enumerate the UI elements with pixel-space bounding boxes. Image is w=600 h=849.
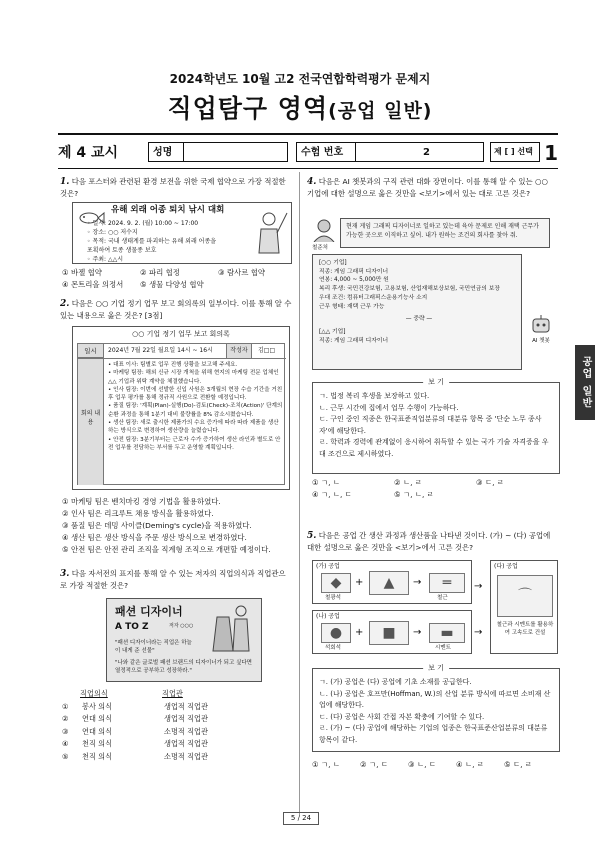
q1-poster-line: ◦ 목적: 국내 생태계를 파괴하는 유해 외래 어종을 <box>87 238 217 245</box>
q4-number: 4. <box>307 177 317 187</box>
selection-box[interactable] <box>490 142 540 162</box>
furnace-icon: ▲ <box>369 571 409 595</box>
q5-item-iron-ore: 철광석 <box>325 595 341 601</box>
q5-box-item: ㄷ. (다) 공업은 사회 간접 자본 확충에 기여할 수 있다. <box>319 712 485 721</box>
side-tab: 공업 일반 <box>575 345 595 420</box>
q5-na-panel <box>312 610 472 654</box>
q4-box-item: ㄴ. 근무 시간에 집에서 업무 수행이 가능하다. <box>319 403 459 412</box>
q1-option-4[interactable]: ④ 몬트리올 의정서 <box>62 280 124 289</box>
kiln-icon: ■ <box>369 621 409 645</box>
q5-option-5[interactable]: ⑤ ㄷ, ㄹ <box>504 760 532 769</box>
q5-ga-panel <box>312 560 472 604</box>
q3-header-row <box>62 688 292 701</box>
question-1 <box>60 176 292 200</box>
question-3 <box>60 568 292 592</box>
q4-box-item: ㄹ. 학력과 경력에 관계없이 응시하여 취득할 수 있는 국가 기술 자격증을 우대 조건으로 제시하였다. <box>319 438 549 458</box>
q3-option-col2: 생업적 직업관 <box>164 714 208 723</box>
job-seeker-avatar-icon <box>312 218 336 242</box>
q2-text: 다음은 ○○ 기업 정기 업무 보고 회의록의 일부이다. 이를 통해 알 수 있는 내용으로 옳은 것은? [3점] <box>60 299 292 320</box>
limestone-icon: ● <box>321 623 351 643</box>
q2-option-4[interactable]: ④ 생산 팀은 생산 방식을 주문 생산 방식으로 변경하였다. <box>62 533 247 542</box>
q5-option-2[interactable]: ② ㄱ, ㄷ <box>360 760 388 769</box>
q4-company1-line: 연봉: 4,000 ~ 5,000만 원 <box>319 277 389 284</box>
selection-label: 제 [ ] 선택 <box>494 147 533 156</box>
q4-option-1[interactable]: ① ㄱ, ㄴ <box>312 478 340 487</box>
fish-icon <box>77 207 105 229</box>
q3-option-1[interactable] <box>62 701 292 714</box>
page-number: 1 <box>544 141 558 165</box>
exam-number-divider <box>355 143 356 161</box>
column-divider <box>299 172 300 815</box>
q2-writer-label: 작성자 <box>226 344 252 358</box>
question-2 <box>60 298 292 322</box>
q2-bullet: • 생산 팀장: 새로 출시한 제품가의 수요 증가에 따라 따라 제품을 생산하는 방식으로 변경하여 생산량을 늘렸습니다. <box>108 420 279 435</box>
subject-main: 직업탐구 영역 <box>167 94 329 123</box>
arrow-icon: → <box>413 577 422 588</box>
q5-da-label: (다) 공업 <box>494 563 518 570</box>
q2-date-value: 2024년 7월 22일 월요일 14시 ~ 16시 <box>108 347 213 354</box>
q3-option-col2: 소명적 직업관 <box>164 751 208 761</box>
exam-number-digit: 2 <box>423 147 430 158</box>
q3-option-col1: 봉사 의식 <box>82 701 113 711</box>
q4-box-items <box>319 391 555 460</box>
q5-text: 다음은 공업 간 생산 과정과 생산품을 나타낸 것이다. (가) ~ (다) 공업에 대한 설명으로 옳은 것만을 <보기>에서 고른 것은? <box>307 531 551 552</box>
steel-bar-icon: ═ <box>429 573 465 593</box>
q4-option-2[interactable]: ② ㄴ, ㄹ <box>394 478 422 487</box>
q3-option-col2: 소명적 직업관 <box>164 726 208 736</box>
job-seeker-bubble: 현재 게임 그래픽 디자이너로 일하고 있는데 육아 문제로 인해 재택 근무가 가능한 곳으로 이직하고 싶어. 내가 원하는 조건의 회사를 찾아 줘. <box>340 218 550 248</box>
q1-text: 다음 포스터와 관련된 환경 보전을 위한 국제 협약으로 가장 적절한 것은? <box>60 177 286 198</box>
q2-doc-title: ○○ 기업 정기 업무 보고 회의록 <box>132 330 230 338</box>
q2-content-label: 회의 내용 <box>78 359 104 485</box>
footer-total: 24 <box>302 814 312 822</box>
q5-na-label: (나) 공업 <box>316 613 340 620</box>
q1-poster-line: ◦ 장소: ○○ 저수지 <box>87 229 138 236</box>
exam-number-label: 수험 번호 <box>301 147 344 158</box>
header-rule <box>58 133 558 135</box>
q4-option-3[interactable]: ③ ㄷ, ㄹ <box>476 478 504 487</box>
q5-option-4[interactable]: ④ ㄴ, ㄹ <box>456 760 484 769</box>
q3-option-mark: ① <box>62 701 69 711</box>
q2-bullet: • 대표 이사: 팀별로 업무 진행 상황을 보고해 주세요. <box>108 362 238 368</box>
q3-book-author: 저자 ○○○ <box>169 623 194 629</box>
angler-icon <box>249 209 289 261</box>
bridge-construction-icon: ⌒ <box>497 575 553 617</box>
q4-company1-line: 복리 후생: 국민건강보험, 고용보험, 산업재해보상보험, 국민연금의 보장 <box>319 286 500 293</box>
q5-item-limestone: 석회석 <box>325 645 341 651</box>
q3-option-col2: 생업적 직업관 <box>164 701 208 711</box>
q2-writer-value: 김□□ <box>258 347 276 354</box>
footer-page: 5 <box>290 814 296 822</box>
q5-option-1[interactable]: ① ㄱ, ㄴ <box>312 760 340 769</box>
q3-option-col1: 연대 의식 <box>82 714 113 723</box>
q4-box-item: ㄱ. 법정 복리 후생을 보장하고 있다. <box>319 392 430 400</box>
q3-option-col1: 천직 의식 <box>82 751 113 761</box>
q5-option-3[interactable]: ③ ㄴ, ㄷ <box>408 760 436 769</box>
subject-sub: (공업 일반) <box>328 100 433 122</box>
q5-item-steel: 철근 <box>437 595 448 601</box>
q3-option-5[interactable] <box>62 751 292 764</box>
q4-company1 <box>319 259 519 345</box>
q5-ga-label: (가) 공업 <box>316 563 340 570</box>
q3-book-cover <box>106 598 262 682</box>
plus-icon: + <box>355 627 364 638</box>
ai-chatbot-label: AI 챗봇 <box>532 338 550 344</box>
q2-bullet: • 인사 팀장: 이번에 선발한 신입 사원은 3개월의 현장 수습 기간을 거친 후 업무 평가를 통해 정규직 사원으로 전환할 예정입니다. <box>108 386 283 402</box>
q1-option-2[interactable]: ② 파리 협정 <box>140 268 180 277</box>
q3-number: 3. <box>60 569 70 579</box>
q1-poster-line: ◦ 주최: △△시 <box>87 256 123 263</box>
q5-box-item: ㄹ. (가) ~ (다) 공업에 해당하는 기업의 업종은 한국표준산업분류의 대분류 항목이 같다. <box>319 724 548 744</box>
q4-company1-line: 우대 조건: 컴퓨터그래픽스운용기능사 소지 <box>319 294 428 301</box>
q2-option-3[interactable]: ③ 품질 팀은 데밍 사이클(Deming's cycle)을 적용하였다. <box>62 521 252 530</box>
q4-box-item: ㄷ. 구인 중인 직종은 한국표준직업분류의 대분류 항목 중 '단순 노무 종사자'에 해당한다. <box>319 415 542 435</box>
q2-bullets <box>108 361 283 452</box>
q5-view-box <box>312 664 560 752</box>
header-row <box>58 142 558 164</box>
q2-meeting-doc <box>72 326 290 490</box>
q4-company2-header: [△△ 기업] <box>319 328 346 335</box>
q2-doc-table <box>77 343 285 485</box>
q5-box-item: ㄱ. (가) 공업은 (다) 공업에 기초 소재를 공급한다. <box>319 678 472 686</box>
q4-company2-line: 직종: 게임 그래픽 디자이너 <box>319 337 389 344</box>
exam-title: 2024학년도 10월 고2 전국연합학력평가 문제지 <box>169 72 431 86</box>
q4-text: 다음은 AI 챗봇과의 구직 관련 대화 장면이다. 이를 통해 알 수 있는 ○○ 기업에 대한 설명으로 옳은 것만을 <보기>에서 있는 대로 고른 것은? <box>307 177 548 198</box>
q4-company1-line: 근무 형태: 재택 근무 가능 <box>319 303 385 310</box>
header-rule-bottom <box>58 168 558 169</box>
q2-bullet: • 품질 팀장: '계획(Plan)-실행(Do)-검토(Check)-조치(Action)' 단계의 순환 과정을 통해 1분기 대비 불량률을 8% 감소시켰습니다. <box>108 403 283 418</box>
q4-company1-line: 직종: 게임 그래픽 디자이너 <box>319 268 389 275</box>
q5-box-items <box>319 677 555 746</box>
q1-poster-line: 포획하여 토종 생물종 보호 <box>87 247 157 254</box>
q3-col2-header: 직업관 <box>162 689 183 698</box>
q3-book-title: 패션 디자이너 <box>115 605 183 618</box>
q3-option-2[interactable] <box>62 713 292 726</box>
plus-icon: + <box>355 577 364 588</box>
arrow-icon: → <box>474 581 483 592</box>
q3-col1-header: 직업의식 <box>80 689 108 698</box>
q1-poster-lines <box>87 219 237 264</box>
footer-page-indicator: 5 / 24 <box>283 812 319 825</box>
q2-options <box>62 496 294 556</box>
q1-option-1[interactable]: ① 바젤 협약 <box>62 268 102 277</box>
q5-item-cement: 시멘트 <box>435 645 451 651</box>
q4-job-list <box>312 254 522 370</box>
name-box[interactable] <box>148 142 288 162</box>
q1-option-5[interactable]: ⑤ 생물 다양성 협약 <box>140 280 204 289</box>
question-4 <box>307 176 557 200</box>
q5-item-bridge: 철근과 시멘트를 활용하여 고속도로 건설 <box>496 622 554 636</box>
q5-number: 5. <box>307 531 317 541</box>
cement-bag-icon: ▬ <box>429 623 465 643</box>
q1-number: 1. <box>60 177 70 187</box>
q3-options-table <box>62 688 292 763</box>
q3-option-col1: 연대 의식 <box>82 726 113 736</box>
exam-number-box[interactable] <box>296 142 484 162</box>
q2-bullet: • 마케팅 팀장: 해외 신규 시장 개척을 위해 현지의 마케팅 전문 업체인 △△ 기업과 위탁 계약을 체결했습니다. <box>108 370 279 385</box>
q3-option-mark: ③ <box>62 726 69 736</box>
ai-chatbot-icon <box>530 314 552 336</box>
subject-title <box>0 92 600 126</box>
q1-poster <box>72 202 292 264</box>
q5-box-item: ㄴ. (나) 공업은 호프만(Hoffman, W.)의 산업 분류 방식에 따르면 소비재 산업에 해당한다. <box>319 689 551 709</box>
q4-divider-text: — 중략 — <box>405 316 433 323</box>
q2-option-2[interactable]: ② 인사 팀은 리크루트 채용 방식을 활용하였다. <box>62 509 214 518</box>
q1-option-3[interactable]: ③ 람사르 협약 <box>218 268 266 277</box>
q3-option-mark: ④ <box>62 739 69 748</box>
q4-option-5[interactable]: ⑤ ㄱ, ㄴ, ㄹ <box>394 490 434 499</box>
q4-box-title: 보 기 <box>423 378 449 387</box>
name-divider <box>183 143 184 161</box>
question-5 <box>307 530 557 554</box>
q3-option-mark: ⑤ <box>62 751 69 761</box>
q3-option-3[interactable] <box>62 726 292 739</box>
arrow-icon: → <box>474 627 483 638</box>
q3-book-quote1: "패션 디자이너라는 직업은 하늘이 내게 준 선물" <box>115 640 192 654</box>
q5-da-panel <box>490 560 558 654</box>
q2-bullet: • 안전 팀장: 3분기부터는 근로자 수가 증가하여 생산 라인과 별도로 안전 업무를 전담하는 부서를 두고 운영할 계획입니다. <box>108 436 281 451</box>
arrow-icon: → <box>413 627 422 638</box>
job-seeker-label: 철준처 <box>312 245 328 251</box>
q1-poster-title: 유해 외래 어종 퇴치 낚시 대회 <box>111 205 225 215</box>
q2-option-5[interactable]: ⑤ 안전 팀은 안전 관리 조직을 직계형 조직으로 개편할 예정이다. <box>62 545 271 554</box>
q3-text: 다음 자서전의 표지를 통해 알 수 있는 저자의 직업의식과 직업관으로 가장 적절한 것은? <box>60 569 286 590</box>
q5-diagram <box>312 560 558 658</box>
q2-option-1[interactable]: ① 마케팅 팀은 벤치마킹 경영 기법을 활용하였다. <box>62 497 221 506</box>
q4-option-4[interactable]: ④ ㄱ, ㄴ, ㄷ <box>312 490 352 499</box>
q3-option-mark: ② <box>62 714 69 723</box>
q3-option-col2: 생업적 직업관 <box>164 739 208 748</box>
q2-date-label: 일시 <box>78 344 104 358</box>
q3-book-subtitle: A TO Z <box>115 622 149 632</box>
period-label: 제 4 교시 <box>58 145 119 161</box>
iron-ore-icon: ◆ <box>321 573 351 593</box>
q4-company1-header: [○○ 기업] <box>319 260 347 266</box>
q4-view-box <box>312 378 560 474</box>
name-label: 성명 <box>153 147 173 158</box>
q2-table-rule <box>78 358 286 359</box>
q2-number: 2. <box>60 299 70 309</box>
q1-poster-line: ◦ 일시: 2024. 9. 2. (월) 10:00 ~ 17:00 <box>87 220 199 227</box>
dress-mannequin-icon <box>211 603 257 655</box>
q3-book-quote2: "나와 같은 글로벌 패션 브랜드의 디자이너가 되고 싶다면 열정적으로 공부하고 성장하라." <box>115 660 252 674</box>
q3-option-4[interactable] <box>62 738 292 751</box>
q5-box-title: 보 기 <box>423 664 449 673</box>
q3-option-col1: 천직 의식 <box>82 739 113 748</box>
